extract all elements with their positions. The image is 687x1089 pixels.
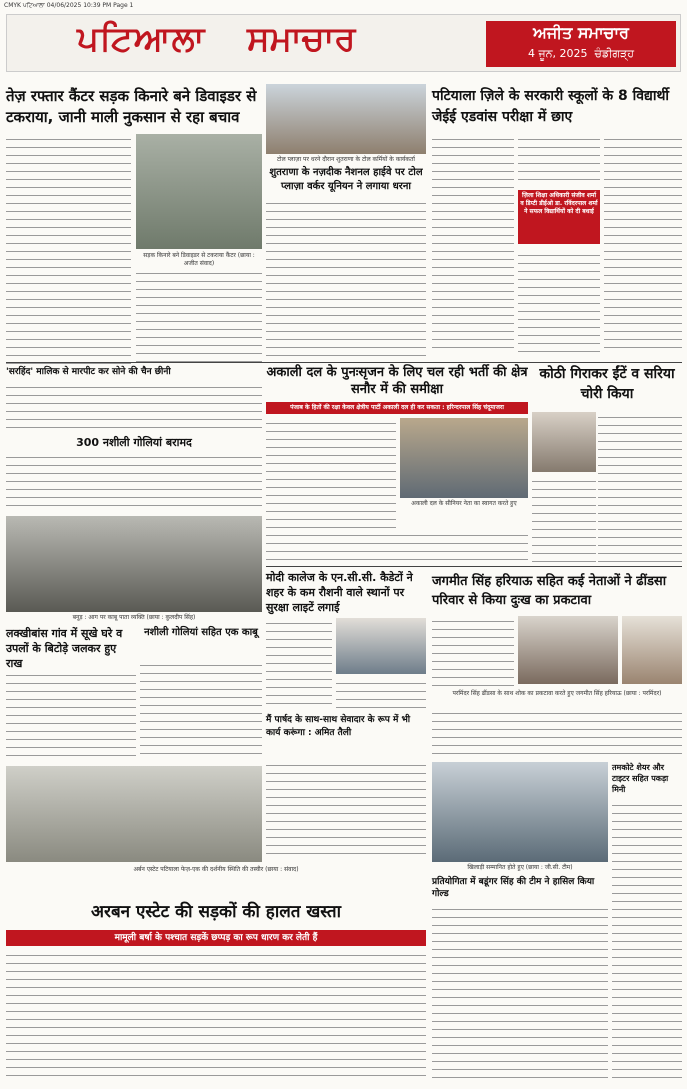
story16-subhead: मामूली बर्षा के पश्चात सड़कें छप्पड़ का रूप धारण कर लेती हैं — [6, 930, 426, 946]
brand-name: ਅਜੀਤ ਸਮਾਚਾਰ — [533, 23, 629, 42]
story12-caption: बनूड़ : आग पर काबू पाता व्यक्ति (छाया : कुलदीप सिंह) — [72, 614, 196, 621]
story5-body — [6, 452, 262, 512]
story7-headline: अकाली दल के पुनःसृजन के लिए चल रही भर्ती की क्षेत्र सनौर में की समीक्षा — [266, 365, 528, 397]
story1-body — [6, 134, 131, 364]
story2-headline: शुतराणा के नज़दीक नैशनल हाईवे पर टोल प्लाज़ा वर्कर यूनियन ने लगाया धरना — [269, 167, 423, 192]
story14-photo — [432, 762, 608, 862]
story7-body — [266, 418, 396, 528]
story10-photo — [336, 618, 426, 674]
story10-body — [266, 618, 332, 708]
masthead-title-left: ਪਟਿਆਲਾ — [77, 19, 206, 59]
story2-photo — [266, 84, 426, 154]
story9-headline: नशीली गोलियां सहित एक काबू — [144, 627, 258, 638]
story3-band: ज़िला शिक्षा अधिकारी संजीव शर्मा व डिप्टी डीईओ डा. रविंदरपाल शर्मा ने सफल विद्यार्थियों को दी बधाई — [518, 190, 600, 244]
story11-portrait — [622, 616, 682, 684]
story1-body-2 — [136, 268, 262, 364]
story14-headline: प्रतियोगिता में बडूंगर सिंह की टीम ने हासिल किया गोल्ड — [432, 877, 595, 899]
story9-body — [140, 660, 262, 760]
story3-body-4 — [604, 134, 682, 354]
story7-band: पंजाब के हितों की रक्षा केवल क्षेत्रीय पार्टी अकाली दल ही कर सकता : हरिन्दरपाल सिंह चंदूमाजरा — [266, 402, 528, 414]
divider-2 — [266, 566, 682, 567]
story16-body — [6, 950, 426, 1080]
story16-photo — [6, 766, 262, 862]
story12-photo — [6, 516, 262, 612]
story3-body — [432, 134, 514, 354]
story5-headline: 300 नशीली गोलियां बरामद — [76, 436, 192, 449]
story4-headline: 'सरहिंद' मालिक से मारपीट कर सोने की चैन छीनी — [6, 367, 171, 377]
story10-headline: मोदी कालेज के एन.सी.सी. कैडेटों ने शहर के कम रौशनी वाले स्थानों पर सुरक्षा लाइटें लगाई — [266, 571, 413, 614]
story15-headline: तमकोटे शेयर और टाइटर सहित पकड़ा मिनी — [612, 763, 669, 794]
story12-body — [6, 670, 136, 760]
story4-body — [6, 382, 262, 432]
story13-headline: मैं पार्षद के साथ-साथ सेवादार के रूप में भी कार्य करूंगा : अमित तैली — [266, 715, 411, 738]
story1-photo — [136, 134, 262, 249]
story2-body — [266, 198, 426, 358]
story2-caption: टोल प्लाज़ा पर धरने दौरान शुतराणा के टोल कर्मियों के कार्यकर्ता — [277, 156, 415, 163]
issue-city: ਚੰਡੀਗੜ੍ਹ — [594, 47, 634, 60]
story13-body — [266, 760, 426, 860]
story8-body-2 — [532, 476, 596, 562]
story1-caption: सड़क किनारे बने डिवाइडर से टकराया कैंटर (छाया : अजीत संवाद) — [143, 252, 255, 267]
story8-body — [598, 412, 682, 562]
masthead — [6, 14, 681, 72]
story11-body-2 — [432, 708, 682, 758]
story11-caption: परमिंदर सिंह ढींडसा के साथ शोक का प्रकटावा करते हुए जगमीत सिंह हरियाऊ (छाया : परमिंदर) — [452, 690, 662, 697]
story1-headline: तेज़ रफ्तार कैंटर सड़क किनारे बने डिवाइडर से टकराया, जानी माली नुकसान से रहा बचाव — [6, 87, 257, 126]
story16-caption: अर्बन एस्टेट पटियाला फेज़-एक की दर्शनीय स्थिति की तस्वीर (छाया : संवाद) — [133, 866, 299, 873]
story14-body — [432, 904, 608, 1080]
story14-caption: खिलाड़ी सम्मानित होते हुए (छाया : जी.सी. टीम) — [467, 864, 573, 871]
story7-caption: अकाली दल के सीनियर नेता का स्वागत करते हुए — [411, 500, 517, 507]
story3-headline: पटियाला ज़िले के सरकारी स्कूलों के 8 विद्यार्थी जेईई एडवांस परीक्षा में छाए — [432, 88, 670, 125]
story11-headline: जगमीत सिंह हरियाऊ सहित कई नेताओं ने ढींडसा परिवार से किया दुःख का प्रकटावा — [432, 574, 667, 608]
story8-photo — [532, 412, 596, 472]
story15-body — [612, 800, 682, 1080]
divider-1 — [6, 362, 682, 363]
story3-body-3 — [518, 250, 600, 354]
story3-body-2 — [518, 134, 600, 186]
story11-photo — [518, 616, 618, 684]
print-strip: CMYK ਪਟਿਆਲਾ 04/06/2025 10:39 PM Page 1 — [4, 2, 134, 9]
story7-photo — [400, 418, 528, 498]
story7-body-2 — [266, 530, 528, 560]
issue-date-text: 4 ਜੂਨ, 2025 — [527, 47, 588, 60]
story11-body — [432, 616, 514, 686]
story8-headline: कोठी गिराकर ईंटें व सरिया चोरी किया — [539, 366, 675, 402]
issue-date — [486, 47, 676, 61]
masthead-title-right: ਸਮਾਚਾਰ — [247, 19, 356, 59]
story12-headline: लक्खीबांस गांव में सूखे घरे व उपलों के बिटोड़े जलकर हुए राख — [6, 627, 123, 670]
story16-headline: अरबन एस्टेट की सड़कों की हालत खस्ता — [91, 902, 341, 922]
story10-body-2 — [336, 678, 426, 708]
masthead-brand-box — [486, 21, 676, 67]
